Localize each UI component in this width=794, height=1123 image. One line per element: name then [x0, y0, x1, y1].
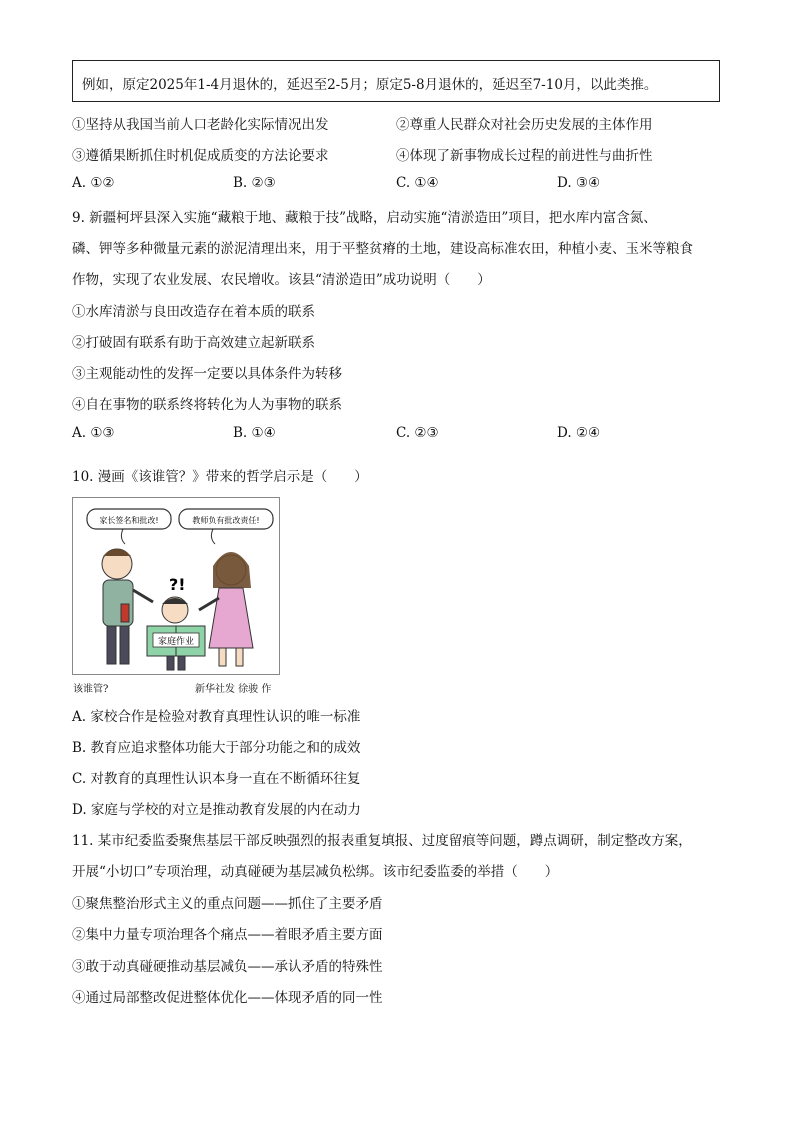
left-bubble-text: 家长签名和批改!: [99, 516, 159, 525]
mother-hair: [213, 552, 251, 588]
q11-stem-line-1: 11. 某市纪委监委聚焦基层干部反映强烈的报表重复填报、过度留痕等问题，蹲点调研，制定整改方案，: [72, 833, 692, 849]
q10-option-c[interactable]: C. 对教育的真理性认识本身一直在不断循环往复: [72, 771, 361, 787]
q11-item-3: ③敢于动真碰硬推动基层减负——承认矛盾的特殊性: [72, 959, 383, 975]
q11-item-4: ④通过局部整改促进整体优化——体现矛盾的同一性: [72, 990, 383, 1006]
intro-text: 例如，原定2025年1-4月退休的，延迟至2-5月；原定5-8月退休的，延迟至7-10月，以此类推。: [82, 77, 658, 93]
q8-option-b[interactable]: B. ②③: [233, 175, 276, 191]
q9-option-d[interactable]: D. ②④: [557, 425, 601, 441]
q9-option-b[interactable]: B. ①④: [233, 425, 276, 441]
q9-item-3: ③主观能动性的发挥一定要以具体条件为转移: [72, 366, 342, 382]
q8-option-d[interactable]: D. ③④: [557, 175, 601, 191]
right-bubble-tail: [211, 529, 215, 544]
mother-dress: [209, 588, 253, 648]
question-marks: ?!: [169, 575, 186, 594]
q9-item-1: ①水库清淤与良田改造存在着本质的联系: [72, 304, 315, 320]
book-label: 家庭作业: [157, 637, 195, 647]
q9-item-2: ②打破固有联系有助于高效建立起新联系: [72, 335, 315, 351]
q11-item-2: ②集中力量专项治理各个痛点——着眼矛盾主要方面: [72, 927, 383, 943]
cartoon-caption-credit: 新华社发 徐骏 作: [195, 684, 272, 695]
q8-item-2: ②尊重人民群众对社会历史发展的主体作用: [396, 117, 653, 133]
q8-item-3: ③遵循果断抓住时机促成质变的方法论要求: [72, 148, 329, 164]
left-bubble-tail: [121, 529, 125, 544]
q8-option-a[interactable]: A. ①②: [72, 175, 115, 191]
red-book: [121, 604, 129, 622]
cartoon-illustration: [72, 497, 280, 675]
q9-stem-line-2: 磷、钾等多种微量元素的淤泥清理出来，用于平整贫瘠的土地，建设高标准农田，种植小麦、玉米等粮食: [72, 241, 693, 257]
q9-stem-line-3: 作物，实现了农业发展、农民增收。该县“清淤造田”成功说明（ ）: [72, 272, 491, 288]
q9-stem-line-1: 9. 新疆柯坪县深入实施“藏粮于地、藏粮于技”战略，启动实施“清淤造田”项目，把水库内富含氮、: [72, 210, 657, 226]
q10-option-d[interactable]: D. 家庭与学校的对立是推动教育发展的内在动力: [72, 802, 361, 818]
q8-option-c[interactable]: C. ①④: [396, 175, 439, 191]
father-hair: [103, 549, 131, 556]
q8-item-1: ①坚持从我国当前人口老龄化实际情况出发: [72, 117, 329, 133]
q9-option-c[interactable]: C. ②③: [396, 425, 439, 441]
q8-item-4: ④体现了新事物成长过程的前进性与曲折性: [396, 148, 653, 164]
q9-option-a[interactable]: A. ①③: [72, 425, 115, 441]
intro-box: [72, 60, 720, 102]
cartoon-drawing: [73, 498, 280, 675]
q10-option-b[interactable]: B. 教育应追求整体功能大于部分功能之和的成效: [72, 740, 361, 756]
q10-stem: 10. 漫画《该谁管？》带来的哲学启示是（ ）: [72, 469, 368, 485]
right-bubble-text: 教师负有批改责任!: [192, 516, 260, 525]
q9-item-4: ④自在事物的联系终将转化为人为事物的联系: [72, 397, 342, 413]
q11-stem-line-2: 开展“小切口”专项治理，动真碰硬为基层减负松绑。该市纪委监委的举措（ ）: [72, 864, 559, 880]
cartoon-caption-title: 该谁管?: [73, 684, 109, 695]
q11-item-1: ①聚焦整治形式主义的重点问题——抓住了主要矛盾: [72, 896, 383, 912]
q10-option-a[interactable]: A. 家校合作是检验对教育真理性认识的唯一标准: [72, 709, 361, 725]
